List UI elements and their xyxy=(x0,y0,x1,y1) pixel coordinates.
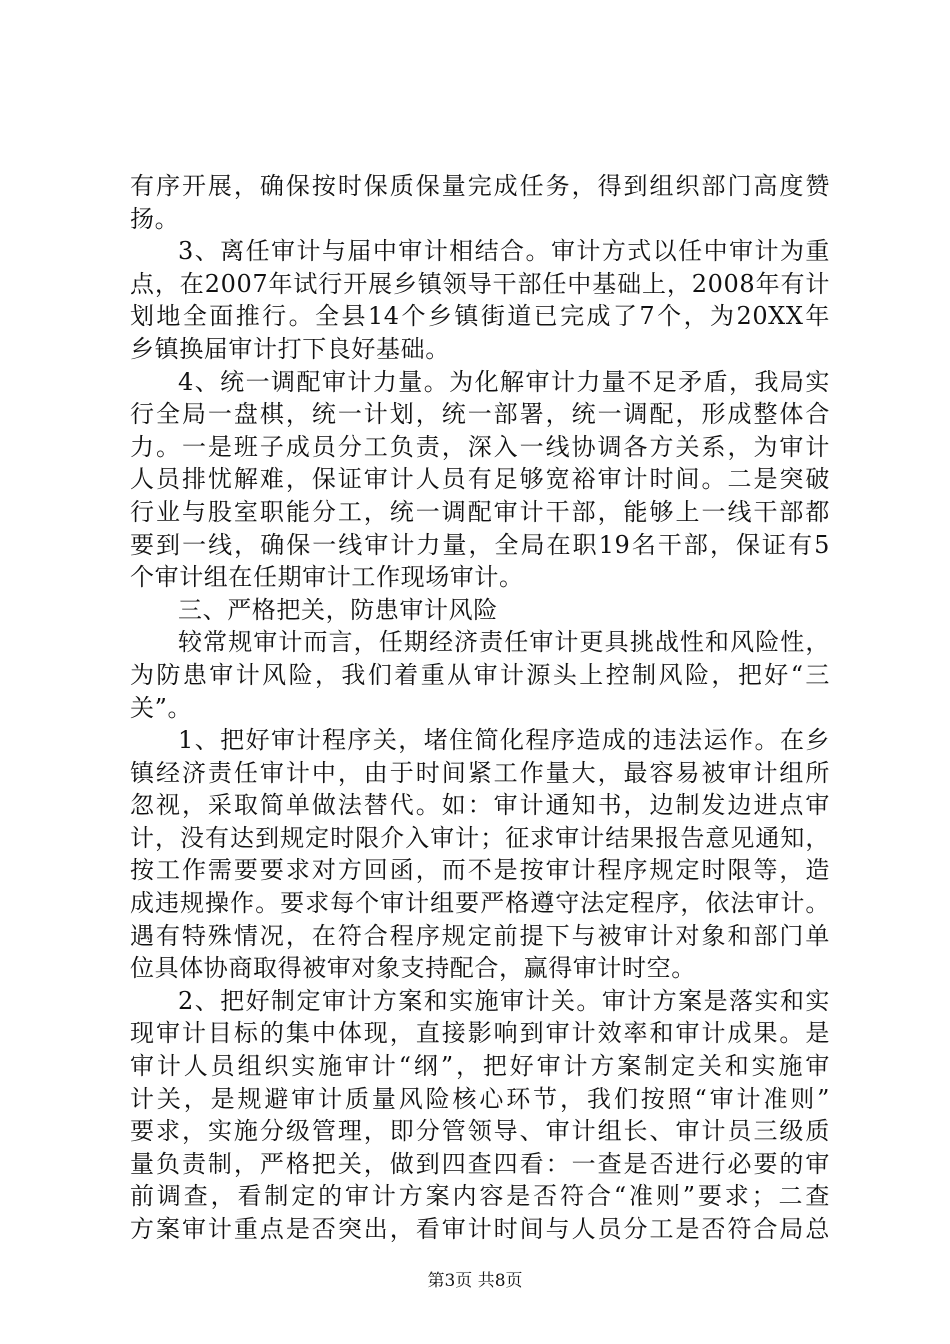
paragraph-start-line: 较常规审计而言，任期经济责任审计更具挑战性和风险性， xyxy=(178,628,830,657)
text-line: 行业与股室职能分工，统一调配审计干部，能够上一线干部都 xyxy=(130,497,830,526)
text-line: 审计人员组织实施审计“纲”，把好审计方案制定关和实施审 xyxy=(130,1052,830,1081)
text-line: 点，在2007年试行开展乡镇领导干部任中基础上，2008年有计 xyxy=(130,269,830,298)
paragraph-start-line: 3、离任审计与届中审计相结合。审计方式以任中审计为重 xyxy=(178,237,830,266)
text-line: 划地全面推行。全县14个乡镇街道已完成了7个，为20XX年 xyxy=(130,302,830,331)
text-line: 按工作需要要求对方回函，而不是按审计程序规定时限等，造 xyxy=(130,856,830,885)
text-line: 人员排忧解难，保证审计人员有足够宽裕审计时间。二是突破 xyxy=(130,465,830,494)
text-line: 方案审计重点是否突出，看审计时间与人员分工是否符合局总 xyxy=(130,1215,830,1243)
text-line: 要求，实施分级管理，即分管领导、审计组长、审计员三级质 xyxy=(130,1117,830,1146)
text-line: 镇经济责任审计中，由于时间紧工作量大，最容易被审计组所 xyxy=(130,758,830,787)
text-line: 前调查，看制定的审计方案内容是否符合“准则”要求；二查 xyxy=(130,1182,830,1211)
page-number-footer: 第3页 共8页 xyxy=(427,1271,523,1291)
text-line: 个审计组在任期审计工作现场审计。 xyxy=(130,563,524,592)
section-heading: 三、严格把关，防患审计风险 xyxy=(178,595,498,624)
body-text xyxy=(130,170,830,1246)
text-line: 有序开展，确保按时保质保量完成任务，得到组织部门高度赞 xyxy=(130,172,830,200)
text-line: 要到一线，确保一线审计力量，全局在职19名干部，保证有5 xyxy=(130,530,830,559)
text-line: 乡镇换届审计打下良好基础。 xyxy=(130,334,450,363)
text-line: 计，没有达到规定时限介入审计；征求审计结果报告意见通知， xyxy=(130,823,830,852)
paragraph-start-line: 4、统一调配审计力量。为化解审计力量不足矛盾，我局实 xyxy=(178,367,830,396)
text-line: 忽视，采取简单做法替代。如：审计通知书，边制发边进点审 xyxy=(130,791,830,820)
text-line: 位具体协商取得被审对象支持配合，赢得审计时空。 xyxy=(130,954,696,983)
text-line: 为防患审计风险，我们着重从审计源头上控制风险，把好“三 xyxy=(130,660,830,689)
paragraph-start-line: 1、把好审计程序关，堵住简化程序造成的违法运作。在乡 xyxy=(178,726,830,755)
text-line: 行全局一盘棋，统一计划，统一部署，统一调配，形成整体合 xyxy=(130,400,830,429)
text-line: 力。一是班子成员分工负责，深入一线协调各方关系，为审计 xyxy=(130,432,830,461)
text-line: 计关，是规避审计质量风险核心环节，我们按照“审计准则” xyxy=(130,1084,830,1113)
text-line: 量负责制，严格把关，做到四查四看：一查是否进行必要的审 xyxy=(130,1149,830,1178)
text-line: 遇有特殊情况，在符合程序规定前提下与被审计对象和部门单 xyxy=(130,921,830,950)
text-line: 现审计目标的集中体现，直接影响到审计效率和审计成果。是 xyxy=(130,1019,830,1048)
paragraph-start-line: 2、把好制定审计方案和实施审计关。审计方案是落实和实 xyxy=(178,986,830,1015)
text-line: 扬。 xyxy=(130,204,180,233)
text-line: 成违规操作。要求每个审计组要严格遵守法定程序，依法审计。 xyxy=(130,889,830,918)
text-line: 关”。 xyxy=(130,693,193,722)
